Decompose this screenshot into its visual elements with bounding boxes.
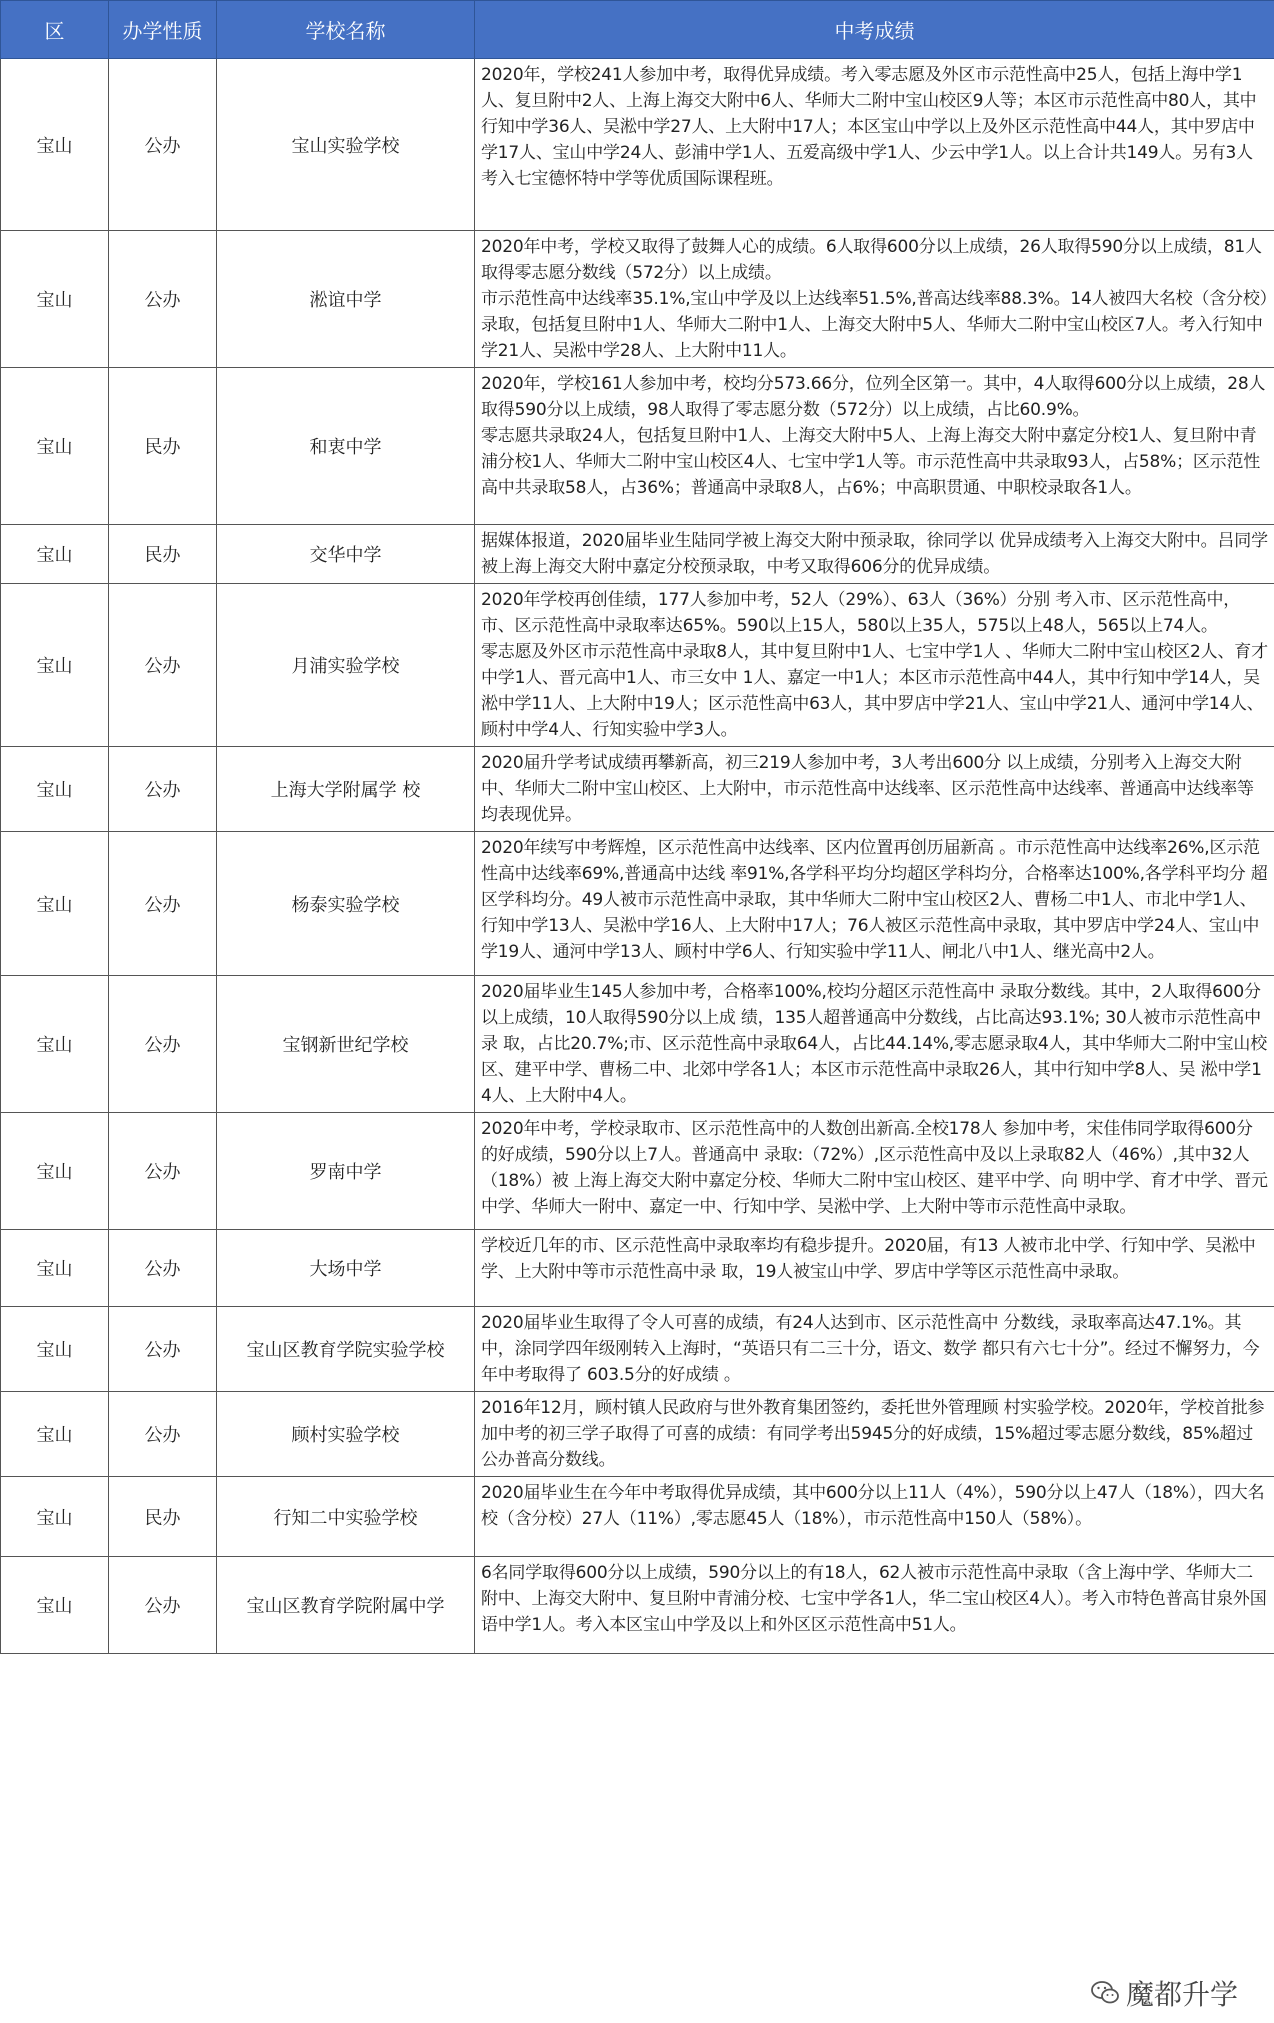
row-district: 宝山 [1, 976, 109, 1113]
row-results [475, 368, 1274, 525]
row-district: 宝山 [1, 368, 109, 525]
row-type: 公办 [109, 584, 217, 747]
row-results [475, 976, 1274, 1113]
row-district: 宝山 [1, 1230, 109, 1307]
results-paragraph: 零志愿及外区市示范性高中录取8人，其中复旦附中1人、七宝中学1人 、华师大二附中宝山校区2人、育才中学1人、晋元高中1人、市三女中 1人、嘉定一中1人；本区市示范性高中44人，其中行知中学14人，吴淞中学11人、上大附中19人；区示范性高中63人，其中罗店中学21人、宝山中学21人、通河中学14人、顾村中学4人、行知实验中学3人。 [481, 642, 1268, 740]
row-type: 公办 [109, 1392, 217, 1477]
row-school: 上海大学附属学 校 [217, 747, 475, 832]
row-district: 宝山 [1, 1557, 109, 1654]
row-school: 行知二中实验学校 [217, 1477, 475, 1557]
row-results [475, 59, 1274, 231]
row-district: 宝山 [1, 1392, 109, 1477]
row-district: 宝山 [1, 1113, 109, 1230]
results-paragraph: 学校近几年的市、区示范性高中录取率均有稳步提升。2020届，有13 人被市北中学、行知中学、吴淞中学、上大附中等市示范性高中录 取，19人被宝山中学、罗店中学等区示范性高中录取。 [481, 1236, 1256, 1282]
row-results [475, 1477, 1274, 1557]
results-paragraph: 2016年12月，顾村镇人民政府与世外教育集团签约，委托世外管理顾 村实验学校。2020年，学校首批参加中考的初三学子取得了可喜的成绩：有同学考出5945分的好成绩，15%超过零志愿分数线，85%超过公办普高分数线。 [481, 1398, 1265, 1470]
table-row [1, 1477, 1274, 1557]
table-row [1, 231, 1274, 368]
results-paragraph: 2020届毕业生145人参加中考，合格率100%,校均分超区示范性高中 录取分数线。其中，2人取得600分以上成绩，10人取得590分以上成 绩，135人超普通高中分数线，占比高达93.1%; 30人被市示范性高中录 取，占比20.7%;市、区示范性高中录取64人，占比44.14%,零志愿录取4人，其中华师大二附中宝山校区、建平中学、曹杨二中、北郊中学各1人；本区市示范性高中录取26人，其中行知中学8人、吴 淞中学14人、上大附中4人。 [481, 982, 1268, 1106]
row-school: 宝山区教育学院实验学校 [217, 1307, 475, 1392]
row-school: 顾村实验学校 [217, 1392, 475, 1477]
row-results [475, 1230, 1274, 1307]
row-type: 公办 [109, 976, 217, 1113]
row-school: 交华中学 [217, 525, 475, 584]
table-row [1, 747, 1274, 832]
table-row [1, 59, 1274, 231]
row-school: 大场中学 [217, 1230, 475, 1307]
results-paragraph: 2020届毕业生在今年中考取得优异成绩，其中600分以上11人（4%），590分以上47人（18%），四大名校（含分校）27人（11%）,零志愿45人（18%），市示范性高中150人（58%）。 [481, 1483, 1265, 1529]
row-type: 公办 [109, 1307, 217, 1392]
header-district: 区 [1, 1, 109, 59]
table-row [1, 1230, 1274, 1307]
results-paragraph: 2020年学校再创佳绩，177人参加中考，52人（29%）、63人（36%）分别 考入市、区示范性高中，市、区示范性高中录取率达65%。590以上15人，580以上35人，575以上48人，565以上74人。 [481, 590, 1241, 636]
row-results [475, 231, 1274, 368]
results-paragraph: 2020年，学校241人参加中考，取得优异成绩。考入零志愿及外区市示范性高中25人，包括上海中学1人、复旦附中2人、上海上海交大附中6人、华师大二附中宝山校区9人等；本区市示范性高中80人，其中行知中学36人、吴淞中学27人、上大附中17人；本区宝山中学以上及外区示范性高中44人，其中罗店中学17人、宝山中学24人、彭浦中学1人、五爱高级中学1人、少云中学1人。以上合计共149人。另有3人考入七宝德怀特中学等优质国际课程班。 [481, 65, 1257, 189]
results-paragraph: 2020年中考，学校又取得了鼓舞人心的成绩。6人取得600分以上成绩，26人取得590分以上成绩，81人取得零志愿分数线（572分）以上成绩。 [481, 237, 1262, 283]
table-row [1, 1113, 1274, 1230]
row-school: 淞谊中学 [217, 231, 475, 368]
results-paragraph: 据媒体报道，2020届毕业生陆同学被上海交大附中预录取，徐同学以 优异成绩考入上海交大附中。吕同学被上海上海交大附中嘉定分校预录取，中考又取得606分的优异成绩。 [481, 531, 1268, 577]
table-row [1, 368, 1274, 525]
table-row [1, 976, 1274, 1113]
header-row [1, 1, 1274, 59]
row-type: 民办 [109, 525, 217, 584]
row-results [475, 1392, 1274, 1477]
row-district: 宝山 [1, 832, 109, 976]
row-school: 宝山区教育学院附属中学 [217, 1557, 475, 1654]
header-results: 中考成绩 [475, 1, 1274, 59]
results-paragraph: 市示范性高中达线率35.1%,宝山中学及以上达线率51.5%,普高达线率88.3%。14人被四大名校（含分校）录取，包括复旦附中1人、华师大二附中1人、上海交大附中5人、华师大二附中宝山校区7人。考入行知中学21人、吴淞中学28人、上大附中11人。 [481, 289, 1268, 361]
table-row [1, 1392, 1274, 1477]
watermark-text: 魔都升学 [1125, 1978, 1238, 2011]
table-row [1, 525, 1274, 584]
row-school: 和衷中学 [217, 368, 475, 525]
results-paragraph: 2020年中考，学校录取市、区示范性高中的人数创出新高.全校178人 参加中考，宋佳伟同学取得600分的好成绩，590分以上7人。普通高中 录取:（72%）,区示范性高中及以上录取82人（46%）,其中32人（18%）被 上海上海交大附中嘉定分校、华师大二附中宝山校区、建平中学、向 明中学、育才中学、晋元中学、华师大一附中、嘉定一中、行知中学、吴淞中学、上大附中等市示范性高中录取。 [481, 1119, 1268, 1217]
watermark [1090, 1973, 1238, 2013]
row-district: 宝山 [1, 1477, 109, 1557]
row-school: 罗南中学 [217, 1113, 475, 1230]
row-district: 宝山 [1, 231, 109, 368]
row-district: 宝山 [1, 1307, 109, 1392]
row-district: 宝山 [1, 747, 109, 832]
row-type: 公办 [109, 59, 217, 231]
header-school: 学校名称 [217, 1, 475, 59]
row-results [475, 747, 1274, 832]
results-paragraph: 2020年，学校161人参加中考，校均分573.66分，位列全区第一。其中，4人取得600分以上成绩，28人取得590分以上成绩，98人取得了零志愿分数（572分）以上成绩，占比60.9%。 [481, 374, 1266, 420]
row-type: 公办 [109, 231, 217, 368]
row-school: 杨泰实验学校 [217, 832, 475, 976]
row-type: 公办 [109, 1113, 217, 1230]
table-row [1, 1307, 1274, 1392]
row-results [475, 832, 1274, 976]
row-type: 公办 [109, 1230, 217, 1307]
results-paragraph: 零志愿共录取24人，包括复旦附中1人、上海交大附中5人、上海上海交大附中嘉定分校1人、复旦附中青浦分校1人、华师大二附中宝山校区4人、七宝中学1人等。市示范性高中共录取93人，占58%；区示范性高中共录取58人，占36%；普通高中录取8人，占6%；中高职贯通、中职校录取各1人。 [481, 426, 1261, 498]
row-type: 公办 [109, 747, 217, 832]
table-row [1, 584, 1274, 747]
row-school: 宝山实验学校 [217, 59, 475, 231]
table-row [1, 832, 1274, 976]
row-results [475, 525, 1274, 584]
results-paragraph: 2020届升学考试成绩再攀新高，初三219人参加中考，3人考出600分 以上成绩，分别考入上海交大附中、华师大二附中宝山校区、上大附中，市示范性高中达线率、区示范性高中达线率、普通高中达线率等 均表现优异。 [481, 753, 1254, 825]
wechat-icon [1090, 1980, 1120, 2006]
results-paragraph: 2020年续写中考辉煌，区示范性高中达线率、区内位置再创历届新高 。市示范性高中达线率26%,区示范性高中达线率69%,普通高中达线 率91%,各学科平均分均超区学科均分，合格率达100%,各学科平均分 超区学科均分。49人被市示范性高中录取，其中华师大二附中宝山校区2人、曹杨二中1人、市北中学1人、行知中学13人、吴淞中学16人、上大附中17人；76人被区示范性高中录取，其中罗店中学24人、宝山中学19人、通河中学13人、顾村中学6人、行知实验中学11人、闸北八中1人、继光高中2人。 [481, 838, 1268, 962]
row-district: 宝山 [1, 584, 109, 747]
row-type: 民办 [109, 1477, 217, 1557]
row-school: 月浦实验学校 [217, 584, 475, 747]
results-paragraph: 2020届毕业生取得了令人可喜的成绩，有24人达到市、区示范性高中 分数线，录取率高达47.1%。其中，涂同学四年级刚转入上海时，“英语只有二三十分，语文、数学 都只有六七十分”。经过不懈努力，今年中考取得了 603.5分的好成绩 。 [481, 1313, 1260, 1385]
row-type: 公办 [109, 1557, 217, 1654]
results-paragraph: 6名同学取得600分以上成绩，590分以上的有18人，62人被市示范性高中录取（含上海中学、华师大二附中、上海交大附中、复旦附中青浦分校、七宝中学各1人，华二宝山校区4人）。考入市特色普高甘泉外国语中学1人。考入本区宝山中学及以上和外区区示范性高中51人。 [481, 1563, 1267, 1635]
row-results [475, 1307, 1274, 1392]
row-results [475, 1557, 1274, 1654]
row-results [475, 1113, 1274, 1230]
row-school: 宝钢新世纪学校 [217, 976, 475, 1113]
row-type: 民办 [109, 368, 217, 525]
table-row [1, 1557, 1274, 1654]
row-results [475, 584, 1274, 747]
row-type: 公办 [109, 832, 217, 976]
header-type: 办学性质 [109, 1, 217, 59]
row-district: 宝山 [1, 525, 109, 584]
row-district: 宝山 [1, 59, 109, 231]
